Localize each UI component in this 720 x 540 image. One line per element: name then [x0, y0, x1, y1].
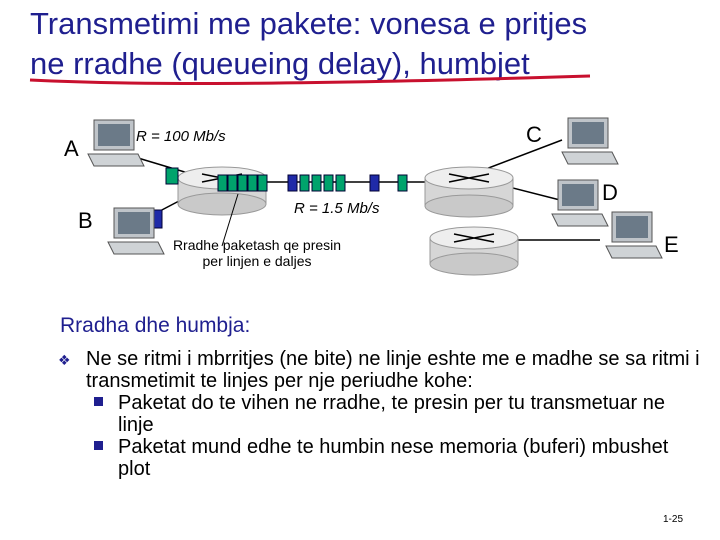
- packet: [288, 175, 297, 191]
- slide-title-line-1: Transmetimi me pakete: vonesa e pritjes: [30, 6, 588, 41]
- square-bullet-icon: [94, 441, 103, 450]
- host-d-label: D: [602, 180, 618, 205]
- packet: [398, 175, 407, 191]
- sub-bullet-item: [54, 436, 704, 480]
- host-c-label: C: [526, 122, 542, 147]
- host-e-label: E: [664, 232, 679, 257]
- queue-caption: Rradhe paketash qe presin per linjen e daljes: [172, 237, 342, 269]
- packet: [166, 168, 178, 184]
- diamond-bullet-icon: ❖: [58, 352, 71, 368]
- computer-e-icon: [606, 212, 662, 258]
- sub-bullet-item: [54, 392, 704, 436]
- computer-c-icon: [562, 118, 618, 164]
- output-rate-label: R = 1.5 Mb/s: [294, 200, 380, 217]
- host-b-label: B: [78, 208, 93, 233]
- queue-packets: [218, 175, 267, 191]
- router-lower-icon: [430, 227, 518, 275]
- queue-packet: [238, 175, 247, 191]
- sub-bullet-text: Paketat do te vihen ne rradhe, te presin per tu transmetuar ne linje: [118, 392, 665, 436]
- page-number: 1-25: [663, 514, 684, 525]
- sub-bullet-text: Paketat mund edhe te humbin nese memoria (buferi) mbushet plot: [118, 436, 669, 480]
- section-heading: Rradha dhe humbja:: [60, 314, 251, 337]
- input-rate-label: R = 100 Mb/s: [136, 128, 226, 145]
- bullet-text: Ne se ritmi i mbrritjes (ne bite) ne linje eshte me e madhe se sa ritmi i transmetimit te linjes per nje periudhe kohe:: [86, 348, 700, 392]
- bullet-item: [54, 348, 704, 392]
- title-underline: [30, 76, 590, 83]
- computer-d-icon: [552, 180, 608, 226]
- queue-packet: [218, 175, 227, 191]
- link-router-c: [478, 140, 562, 172]
- square-bullet-icon: [94, 397, 103, 406]
- queue-packet: [248, 175, 257, 191]
- packet: [324, 175, 333, 191]
- queue-packet: [228, 175, 237, 191]
- packet: [300, 175, 309, 191]
- bullet-list: [54, 348, 704, 480]
- packet: [336, 175, 345, 191]
- router-center-icon: [425, 167, 513, 217]
- packet: [370, 175, 379, 191]
- queue-packet: [258, 175, 267, 191]
- host-a-label: A: [64, 136, 79, 161]
- slide-title-line-2: ne rradhe (queueing delay), humbjet: [30, 46, 530, 81]
- packet: [312, 175, 321, 191]
